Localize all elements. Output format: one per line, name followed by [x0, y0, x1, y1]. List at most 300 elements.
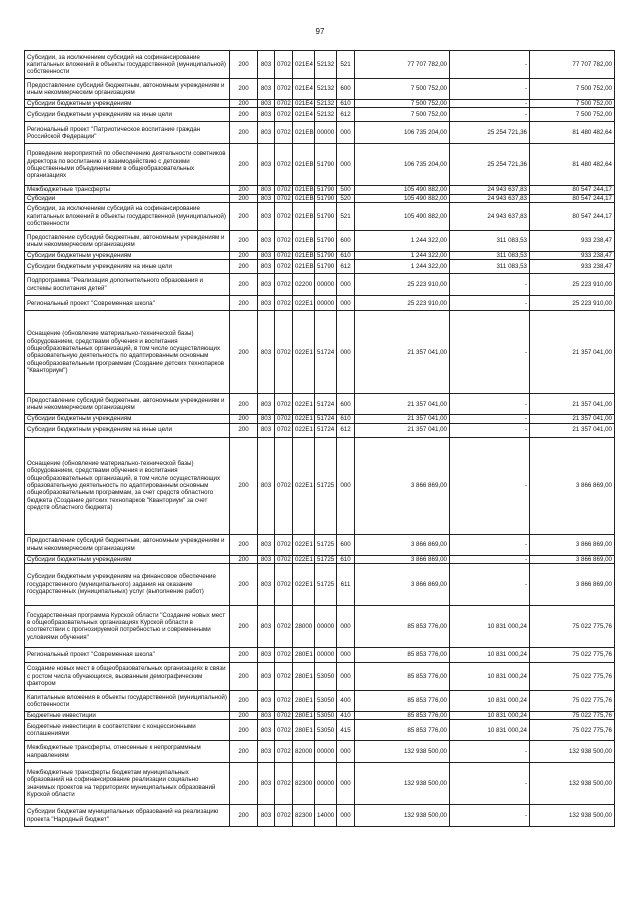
row-c3-cell: 0702: [275, 311, 293, 394]
row-name-cell: Субсидии бюджетным учреждениям на иные цели: [25, 108, 230, 122]
row-c2-cell: 803: [258, 690, 275, 711]
row-c5-cell: 52132: [315, 100, 337, 108]
table-row: [25, 260, 615, 274]
row-s3-cell: 132 938 500,00: [530, 741, 615, 763]
row-c3-cell: 0702: [275, 122, 293, 144]
row-c3-cell: 0702: [275, 741, 293, 763]
row-c4-cell: 021EB: [293, 186, 315, 194]
row-c4-cell: 280E1: [293, 662, 315, 690]
row-name-cell: Предоставление субсидий бюджетным, автономным учреждениям и иным некоммерческим организациям: [25, 534, 230, 555]
row-s3-cell: 77 707 782,00: [530, 51, 615, 79]
row-c1-cell: 200: [230, 260, 258, 274]
row-s1-cell: 132 938 500,00: [355, 805, 450, 827]
row-c6-cell: 000: [337, 144, 355, 186]
row-c4-cell: 021EB: [293, 122, 315, 144]
row-s2-cell: -: [450, 437, 530, 534]
row-s3-cell: 21 357 041,00: [530, 394, 615, 415]
row-s3-cell: 3 866 869,00: [530, 563, 615, 605]
row-c4-cell: 280E1: [293, 647, 315, 662]
row-c5-cell: 51790: [315, 194, 337, 202]
row-name-cell: Межбюджетные трансферты: [25, 186, 230, 194]
row-c4-cell: 82300: [293, 763, 315, 805]
row-c2-cell: 803: [258, 296, 275, 311]
row-name-cell: Субсидии бюджетным учреждениям: [25, 100, 230, 108]
row-s1-cell: 21 357 041,00: [355, 415, 450, 423]
row-c1-cell: 200: [230, 605, 258, 647]
row-c3-cell: 0702: [275, 423, 293, 437]
row-s1-cell: 3 866 869,00: [355, 534, 450, 555]
row-c5-cell: 14000: [315, 805, 337, 827]
row-c3-cell: 0702: [275, 534, 293, 555]
row-c3-cell: 0702: [275, 690, 293, 711]
row-c6-cell: 000: [337, 437, 355, 534]
row-c1-cell: 200: [230, 711, 258, 719]
row-s2-cell: -: [450, 296, 530, 311]
table-row: [25, 534, 615, 555]
row-c6-cell: 612: [337, 423, 355, 437]
table-row: [25, 202, 615, 230]
budget-table: [24, 50, 615, 827]
row-s3-cell: 7 500 752,00: [530, 100, 615, 108]
row-c6-cell: 000: [337, 605, 355, 647]
row-c4-cell: 022E1: [293, 311, 315, 394]
row-s1-cell: 1 244 322,00: [355, 260, 450, 274]
row-c3-cell: 0702: [275, 274, 293, 296]
row-c5-cell: 00000: [315, 274, 337, 296]
row-s2-cell: 311 083,53: [450, 230, 530, 251]
row-c5-cell: 51790: [315, 186, 337, 194]
row-c1-cell: 200: [230, 230, 258, 251]
row-s2-cell: 10 831 000,24: [450, 662, 530, 690]
row-s2-cell: -: [450, 311, 530, 394]
row-s2-cell: -: [450, 563, 530, 605]
row-s1-cell: 85 853 776,00: [355, 647, 450, 662]
row-c5-cell: 51790: [315, 144, 337, 186]
row-s2-cell: 24 943 637,83: [450, 202, 530, 230]
row-s3-cell: 75 022 775,76: [530, 690, 615, 711]
row-s1-cell: 77 707 782,00: [355, 51, 450, 79]
row-c4-cell: 280E1: [293, 690, 315, 711]
row-s1-cell: 25 223 910,00: [355, 296, 450, 311]
row-c4-cell: 022E1: [293, 555, 315, 563]
row-c5-cell: 51725: [315, 437, 337, 534]
row-c5-cell: 52132: [315, 51, 337, 79]
row-c4-cell: 022E1: [293, 534, 315, 555]
row-c2-cell: 803: [258, 763, 275, 805]
row-c4-cell: 02200: [293, 274, 315, 296]
row-c5-cell: 51724: [315, 415, 337, 423]
row-c1-cell: 200: [230, 144, 258, 186]
row-c2-cell: 803: [258, 647, 275, 662]
row-s2-cell: -: [450, 555, 530, 563]
row-s3-cell: 933 238,47: [530, 260, 615, 274]
row-s1-cell: 132 938 500,00: [355, 763, 450, 805]
row-s2-cell: -: [450, 108, 530, 122]
row-c5-cell: 51790: [315, 230, 337, 251]
row-s3-cell: 80 547 244,17: [530, 202, 615, 230]
row-c6-cell: 600: [337, 534, 355, 555]
row-c2-cell: 803: [258, 720, 275, 741]
row-s2-cell: -: [450, 394, 530, 415]
row-c2-cell: 803: [258, 662, 275, 690]
row-s1-cell: 21 357 041,00: [355, 423, 450, 437]
row-c5-cell: 53050: [315, 690, 337, 711]
row-c4-cell: 021EB: [293, 251, 315, 259]
row-s3-cell: 81 480 482,64: [530, 122, 615, 144]
row-c6-cell: 000: [337, 122, 355, 144]
table-row: [25, 251, 615, 259]
row-c3-cell: 0702: [275, 720, 293, 741]
row-c2-cell: 803: [258, 711, 275, 719]
table-row: [25, 51, 615, 79]
table-row: [25, 555, 615, 563]
row-c1-cell: 200: [230, 555, 258, 563]
row-c3-cell: 0702: [275, 194, 293, 202]
table-row: [25, 415, 615, 423]
row-c4-cell: 021E4: [293, 79, 315, 100]
row-c2-cell: 803: [258, 741, 275, 763]
row-c6-cell: 000: [337, 296, 355, 311]
row-s3-cell: 75 022 775,76: [530, 711, 615, 719]
row-c5-cell: 52132: [315, 79, 337, 100]
row-s2-cell: -: [450, 51, 530, 79]
row-c4-cell: 021EB: [293, 230, 315, 251]
row-s3-cell: 132 938 500,00: [530, 763, 615, 805]
table-row: [25, 194, 615, 202]
row-c5-cell: 00000: [315, 122, 337, 144]
row-c3-cell: 0702: [275, 251, 293, 259]
row-s3-cell: 933 238,47: [530, 251, 615, 259]
row-name-cell: Оснащение (обновление материально-технической базы) оборудованием, средствами обучения и воспитания общеобразовательных организаций, в том числе осуществляющих образовательную деятельность по адаптированным основным общеобразовательным программам, за счет средств областного бюджета (Создание детских технопарков "Кванториум" за счет средств областного бюджета): [25, 437, 230, 534]
row-c3-cell: 0702: [275, 202, 293, 230]
row-c4-cell: 021E4: [293, 100, 315, 108]
row-s1-cell: 3 866 869,00: [355, 563, 450, 605]
row-s1-cell: 1 244 322,00: [355, 251, 450, 259]
row-name-cell: Региональный проект "Современная школа": [25, 647, 230, 662]
row-c4-cell: 022E1: [293, 296, 315, 311]
table-row: [25, 186, 615, 194]
row-c6-cell: 600: [337, 79, 355, 100]
row-c4-cell: 28000: [293, 605, 315, 647]
row-c2-cell: 803: [258, 144, 275, 186]
table-row: [25, 423, 615, 437]
row-name-cell: Субсидии бюджетным учреждениям: [25, 555, 230, 563]
row-c4-cell: 022E1: [293, 415, 315, 423]
row-c2-cell: 803: [258, 423, 275, 437]
row-s3-cell: 75 022 775,76: [530, 662, 615, 690]
row-c5-cell: 53050: [315, 711, 337, 719]
row-s2-cell: 10 831 000,24: [450, 690, 530, 711]
row-c6-cell: 000: [337, 311, 355, 394]
row-s3-cell: 21 357 041,00: [530, 311, 615, 394]
row-s3-cell: 75 022 775,76: [530, 605, 615, 647]
row-c2-cell: 803: [258, 251, 275, 259]
row-s1-cell: 3 866 869,00: [355, 555, 450, 563]
row-c1-cell: 200: [230, 394, 258, 415]
row-s1-cell: 105 490 882,00: [355, 194, 450, 202]
row-c2-cell: 803: [258, 122, 275, 144]
row-c1-cell: 200: [230, 720, 258, 741]
row-c5-cell: 00000: [315, 763, 337, 805]
table-row: [25, 230, 615, 251]
row-s2-cell: -: [450, 415, 530, 423]
row-s1-cell: 7 500 752,00: [355, 100, 450, 108]
row-s3-cell: 81 480 482,64: [530, 144, 615, 186]
row-name-cell: Региональный проект "Патриотическое воспитание граждан Российской Федерации": [25, 122, 230, 144]
row-s2-cell: 311 083,53: [450, 260, 530, 274]
row-s1-cell: 7 500 752,00: [355, 79, 450, 100]
row-c2-cell: 803: [258, 563, 275, 605]
row-c3-cell: 0702: [275, 100, 293, 108]
table-row: [25, 647, 615, 662]
row-s2-cell: 25 254 721,36: [450, 144, 530, 186]
row-name-cell: Проведение мероприятий по обеспечению деятельности советников директора по воспитанию и взаимодействию с детскими общественными объединениями в общеобразовательных организациях: [25, 144, 230, 186]
row-c4-cell: 82000: [293, 741, 315, 763]
table-row: [25, 122, 615, 144]
row-name-cell: Региональный проект "Современная школа": [25, 296, 230, 311]
row-name-cell: Субсидии бюджетным учреждениям на иные цели: [25, 260, 230, 274]
row-c4-cell: 280E1: [293, 720, 315, 741]
row-s1-cell: 25 223 910,00: [355, 274, 450, 296]
row-c2-cell: 803: [258, 108, 275, 122]
row-c6-cell: 000: [337, 662, 355, 690]
table-row: [25, 805, 615, 827]
row-s1-cell: 105 490 882,00: [355, 186, 450, 194]
row-c1-cell: 200: [230, 662, 258, 690]
row-c3-cell: 0702: [275, 186, 293, 194]
row-s1-cell: 85 853 776,00: [355, 711, 450, 719]
table-row: [25, 605, 615, 647]
row-s3-cell: 7 500 752,00: [530, 108, 615, 122]
row-name-cell: Субсидии бюджетам муниципальных образований на реализацию проекта "Народный бюджет": [25, 805, 230, 827]
row-s1-cell: 106 735 204,00: [355, 122, 450, 144]
row-c2-cell: 803: [258, 311, 275, 394]
row-c1-cell: 200: [230, 186, 258, 194]
row-c5-cell: 51790: [315, 251, 337, 259]
row-c6-cell: 610: [337, 251, 355, 259]
row-c5-cell: 51724: [315, 423, 337, 437]
row-c2-cell: 803: [258, 202, 275, 230]
row-c2-cell: 803: [258, 79, 275, 100]
table-row: [25, 108, 615, 122]
table-row: [25, 563, 615, 605]
row-c3-cell: 0702: [275, 415, 293, 423]
row-name-cell: Подпрограмма "Реализация дополнительного образования и системы воспитания детей": [25, 274, 230, 296]
row-name-cell: Субсидии бюджетным учреждениям на иные цели: [25, 423, 230, 437]
row-c1-cell: 200: [230, 79, 258, 100]
row-s3-cell: 132 938 500,00: [530, 805, 615, 827]
row-s3-cell: 25 223 910,00: [530, 296, 615, 311]
row-c5-cell: 00000: [315, 605, 337, 647]
row-c5-cell: 53050: [315, 720, 337, 741]
row-c3-cell: 0702: [275, 555, 293, 563]
row-name-cell: Предоставление субсидий бюджетным, автономным учреждениям и иным некоммерческим организациям: [25, 79, 230, 100]
row-c5-cell: 51790: [315, 260, 337, 274]
row-s2-cell: 10 831 000,24: [450, 711, 530, 719]
row-s3-cell: 75 022 775,76: [530, 720, 615, 741]
row-s3-cell: 933 238,47: [530, 230, 615, 251]
row-s3-cell: 3 866 869,00: [530, 555, 615, 563]
row-c1-cell: 200: [230, 122, 258, 144]
row-s3-cell: 25 223 910,00: [530, 274, 615, 296]
row-c5-cell: 51725: [315, 534, 337, 555]
row-c5-cell: 00000: [315, 741, 337, 763]
row-c4-cell: 021E4: [293, 108, 315, 122]
row-c4-cell: 280E1: [293, 711, 315, 719]
row-s2-cell: -: [450, 805, 530, 827]
row-c3-cell: 0702: [275, 805, 293, 827]
row-c6-cell: 415: [337, 720, 355, 741]
table-row: [25, 741, 615, 763]
row-c1-cell: 200: [230, 423, 258, 437]
row-s1-cell: 105 490 882,00: [355, 202, 450, 230]
row-c6-cell: 600: [337, 230, 355, 251]
row-c6-cell: 610: [337, 555, 355, 563]
row-c3-cell: 0702: [275, 711, 293, 719]
row-c4-cell: 021EB: [293, 144, 315, 186]
page-number: 97: [315, 27, 325, 36]
row-c1-cell: 200: [230, 108, 258, 122]
table-row: [25, 763, 615, 805]
row-c6-cell: 000: [337, 805, 355, 827]
table-row: [25, 311, 615, 394]
row-c6-cell: 400: [337, 690, 355, 711]
row-c1-cell: 200: [230, 534, 258, 555]
table-row: [25, 144, 615, 186]
row-c4-cell: 022E1: [293, 437, 315, 534]
row-s1-cell: 21 357 041,00: [355, 394, 450, 415]
row-s2-cell: 311 083,53: [450, 251, 530, 259]
row-s3-cell: 7 500 752,00: [530, 79, 615, 100]
row-c6-cell: 410: [337, 711, 355, 719]
row-c1-cell: 200: [230, 763, 258, 805]
row-s1-cell: 85 853 776,00: [355, 720, 450, 741]
row-c6-cell: 610: [337, 415, 355, 423]
row-c3-cell: 0702: [275, 144, 293, 186]
row-name-cell: Субсидии бюджетным учреждениям: [25, 251, 230, 259]
row-c6-cell: 000: [337, 647, 355, 662]
row-c5-cell: 53050: [315, 662, 337, 690]
row-c4-cell: 021EB: [293, 202, 315, 230]
row-name-cell: Бюджетные инвестиции: [25, 711, 230, 719]
row-c2-cell: 803: [258, 194, 275, 202]
row-c1-cell: 200: [230, 202, 258, 230]
row-s3-cell: 21 357 041,00: [530, 423, 615, 437]
row-s2-cell: -: [450, 423, 530, 437]
table-row: [25, 100, 615, 108]
row-c2-cell: 803: [258, 415, 275, 423]
row-c4-cell: 021EB: [293, 260, 315, 274]
table-row: [25, 274, 615, 296]
row-s1-cell: 85 853 776,00: [355, 690, 450, 711]
row-c6-cell: 000: [337, 274, 355, 296]
row-s2-cell: 25 254 721,36: [450, 122, 530, 144]
table-row: [25, 711, 615, 719]
row-c1-cell: 200: [230, 311, 258, 394]
row-name-cell: Субсидии, за исключением субсидий на софинансирование капитальных вложений в объекты государственной (муниципальной) собственности: [25, 51, 230, 79]
row-s2-cell: 24 943 637,83: [450, 194, 530, 202]
row-c4-cell: 82300: [293, 805, 315, 827]
row-c1-cell: 200: [230, 274, 258, 296]
table-row: [25, 720, 615, 741]
row-c1-cell: 200: [230, 805, 258, 827]
row-s2-cell: -: [450, 274, 530, 296]
row-c2-cell: 803: [258, 437, 275, 534]
row-c5-cell: 52132: [315, 108, 337, 122]
row-s2-cell: -: [450, 534, 530, 555]
row-c6-cell: 521: [337, 51, 355, 79]
row-c2-cell: 803: [258, 805, 275, 827]
row-name-cell: Межбюджетные трансферты бюджетам муниципальных образований на софинансирование реализации социально значимых проектов на территориях муниципальных образований Курской области: [25, 763, 230, 805]
row-c6-cell: 521: [337, 202, 355, 230]
row-c6-cell: 600: [337, 394, 355, 415]
row-s2-cell: -: [450, 100, 530, 108]
row-s1-cell: 21 357 041,00: [355, 311, 450, 394]
table-row: [25, 394, 615, 415]
row-name-cell: Субсидии бюджетным учреждениям на финансовое обеспечение государственного (муниципального) задания на оказание государственных (муниципальных) услуг (выполнение работ): [25, 563, 230, 605]
table-row: [25, 690, 615, 711]
table-row: [25, 79, 615, 100]
row-s3-cell: 80 547 244,17: [530, 186, 615, 194]
row-c5-cell: 51724: [315, 394, 337, 415]
table-row: [25, 437, 615, 534]
row-c2-cell: 803: [258, 555, 275, 563]
row-s1-cell: 85 853 776,00: [355, 662, 450, 690]
row-c4-cell: 021E4: [293, 51, 315, 79]
row-c6-cell: 612: [337, 260, 355, 274]
row-c3-cell: 0702: [275, 563, 293, 605]
row-name-cell: Предоставление субсидий бюджетным, автономным учреждениям и иным некоммерческим организациям: [25, 230, 230, 251]
row-c1-cell: 200: [230, 437, 258, 534]
row-c1-cell: 200: [230, 194, 258, 202]
row-c2-cell: 803: [258, 605, 275, 647]
row-c4-cell: 022E1: [293, 563, 315, 605]
row-s1-cell: 85 853 776,00: [355, 605, 450, 647]
row-name-cell: Субсидии: [25, 194, 230, 202]
row-c4-cell: 022E1: [293, 423, 315, 437]
row-c3-cell: 0702: [275, 647, 293, 662]
row-s1-cell: 3 866 869,00: [355, 437, 450, 534]
row-c3-cell: 0702: [275, 296, 293, 311]
row-s2-cell: 10 831 000,24: [450, 605, 530, 647]
table-row: [25, 296, 615, 311]
row-c2-cell: 803: [258, 230, 275, 251]
row-c1-cell: 200: [230, 415, 258, 423]
row-s2-cell: -: [450, 763, 530, 805]
row-name-cell: Капитальные вложения в объекты государственной (муниципальной) собственности: [25, 690, 230, 711]
row-s3-cell: 3 866 869,00: [530, 437, 615, 534]
row-c1-cell: 200: [230, 563, 258, 605]
row-s1-cell: 106 735 204,00: [355, 144, 450, 186]
row-c2-cell: 803: [258, 51, 275, 79]
row-c3-cell: 0702: [275, 260, 293, 274]
row-c4-cell: 022E1: [293, 394, 315, 415]
row-c1-cell: 200: [230, 251, 258, 259]
row-c3-cell: 0702: [275, 662, 293, 690]
row-c3-cell: 0702: [275, 79, 293, 100]
row-c6-cell: 500: [337, 186, 355, 194]
row-c2-cell: 803: [258, 394, 275, 415]
row-c1-cell: 200: [230, 296, 258, 311]
row-c3-cell: 0702: [275, 230, 293, 251]
row-s1-cell: 132 938 500,00: [355, 741, 450, 763]
row-c5-cell: 51725: [315, 563, 337, 605]
row-name-cell: Предоставление субсидий бюджетным, автономным учреждениям и иным некоммерческим организациям: [25, 394, 230, 415]
row-c6-cell: 611: [337, 563, 355, 605]
row-name-cell: Оснащение (обновление материально-технической базы) оборудованием, средствами обучения и воспитания общеобразовательных организаций, в том числе осуществляющих образовательную деятельность по адаптированным основным общеобразовательным программам (Создание детских технопарков "Кванториум"): [25, 311, 230, 394]
row-s2-cell: 10 831 000,24: [450, 647, 530, 662]
row-s3-cell: 21 357 041,00: [530, 415, 615, 423]
